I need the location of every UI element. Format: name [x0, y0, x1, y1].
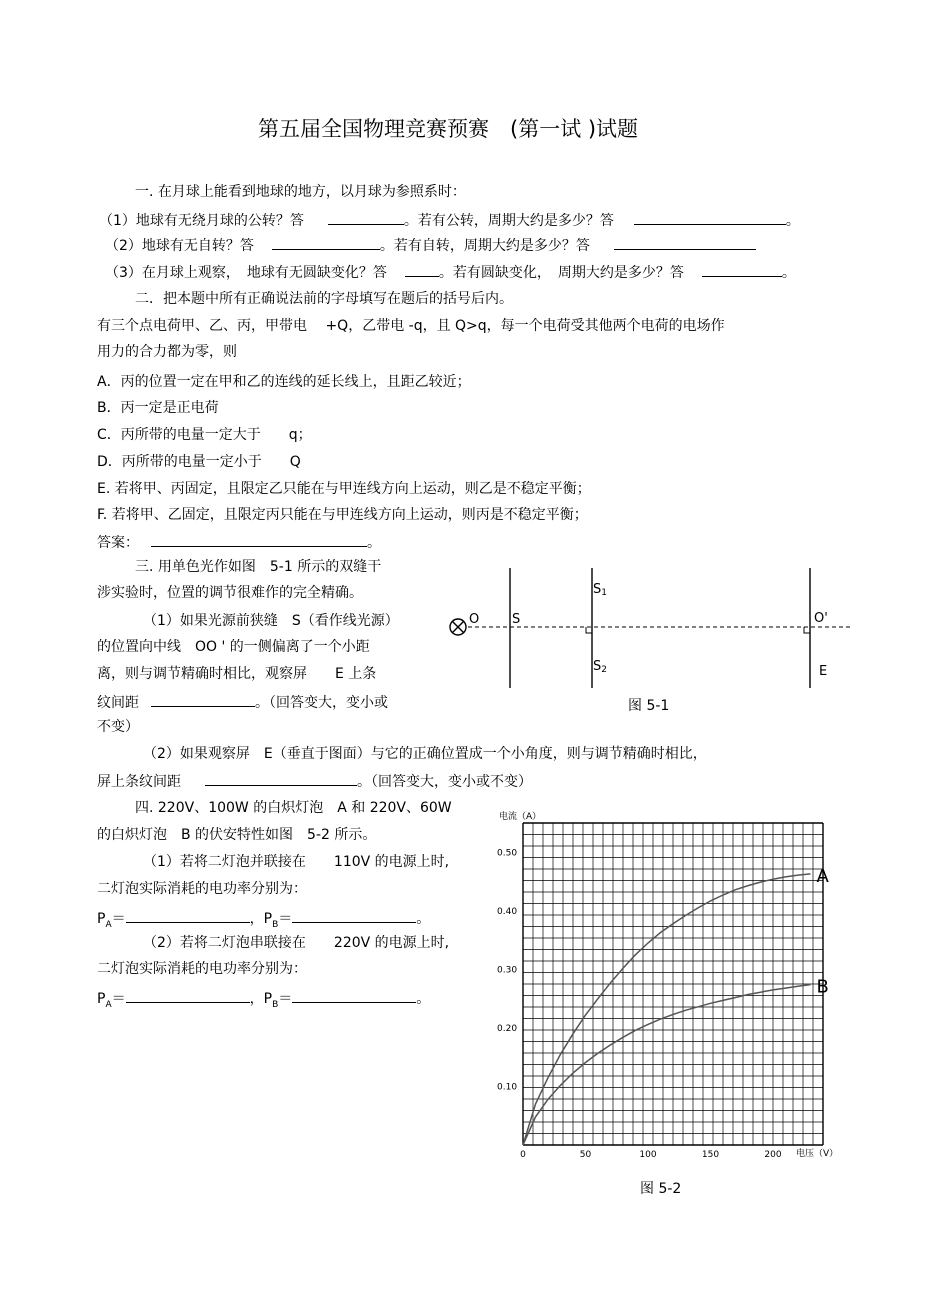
q4-part2-line2: 二灯泡实际消耗的电功率分别为：: [97, 961, 307, 977]
y-tick-label: 0.20: [497, 1023, 518, 1034]
q1-answer-blank-3[interactable]: [272, 235, 380, 250]
q1-line2-question-b: 。若有自转，周期大约是多少？答: [379, 238, 590, 254]
q1-answer-blank-4[interactable]: [614, 235, 756, 250]
q1-answer-blank-1[interactable]: [328, 210, 404, 225]
q3-part1-line2: 的位置向中线 OO ' 的一侧偏离了一个小距: [97, 639, 370, 655]
q1-line1-question-a: （1）地球有无绕月球的公转？答: [99, 213, 304, 229]
x-tick-label: 150: [701, 1150, 720, 1160]
q2-answer-label: 答案：: [97, 535, 139, 551]
series-label-a: A: [816, 865, 829, 887]
fig51-label-s1-main: S: [593, 582, 602, 597]
q4-p1-pb-eq: ＝: [278, 911, 293, 927]
q3-part1-line3: 离，则与调节精确时相比，观察屏 E 上条: [97, 666, 377, 682]
q3-line2: 涉实验时，位置的调节很难作的完全精确。: [97, 585, 363, 601]
q4-part1-line2: 二灯泡实际消耗的电功率分别为：: [97, 881, 307, 897]
q3-part1-line4-text: 纹间距: [97, 695, 139, 711]
q1-line2-question-a: （2）地球有无自转？答: [105, 238, 254, 254]
figure-5-1-caption: 图 5-1: [628, 698, 670, 714]
fig51-label-s1: [593, 582, 607, 598]
q4-p1-pa-blank[interactable]: [126, 908, 250, 923]
q4-p1-pa-eq: ＝: [111, 911, 126, 927]
q1-line3: [105, 262, 796, 282]
q4-p1-comma: ，: [249, 911, 264, 927]
fig51-label-e: E: [819, 664, 828, 679]
y-tick-label: 0.50: [497, 848, 518, 859]
q4-p2-pa-blank[interactable]: [126, 988, 250, 1003]
q4-part1-answer: [97, 908, 430, 934]
chart-tick-labels: [497, 848, 782, 1160]
q3-part2-line2: [97, 771, 532, 791]
q1-intro: 一. 在月球上能看到地球的地方，以月球为参照系时：: [135, 184, 466, 200]
q2-stem-line1: 有三个点电荷甲、乙、丙，甲带电 +Q，乙带电 -q，且 Q>q，每一个电荷受其他两个电荷的电场作: [97, 318, 725, 334]
q4-part2-answer: [97, 988, 430, 1014]
fig51-label-s2: [593, 659, 607, 675]
y-tick-label: 0.10: [497, 1082, 518, 1093]
q4-line2: 的白炽灯泡 B 的伏安特性如图 5-2 所示。: [97, 827, 377, 843]
q2-option-f: F. 若将甲、乙固定，且限定丙只能在与甲连线方向上运动，则丙是不稳定平衡；: [97, 507, 588, 523]
q4-p1-period: 。: [416, 911, 431, 927]
q4-p2-pb-sub: B: [272, 999, 279, 1010]
q3-line1: 三. 用单色光作如图 5-1 所示的双缝干: [135, 559, 382, 575]
fig51-label-o: O: [469, 612, 480, 627]
q4-p1-pa-sub: A: [105, 919, 112, 930]
q2-option-a: A．丙的位置一定在甲和乙的连线的延长线上，且距乙较近；: [97, 374, 471, 390]
q4-p2-pa-sub: A: [105, 999, 112, 1010]
q4-p2-pa-symbol: P: [97, 991, 106, 1007]
q3-part1-line5: 不变）: [97, 719, 139, 735]
x-tick-label: 100: [639, 1150, 657, 1160]
q4-p2-pb-eq: ＝: [278, 991, 293, 1007]
chart-y-axis-label: 电流（A）: [499, 812, 542, 822]
q1-line1-period: 。: [785, 213, 800, 229]
q3-part2-line2-hint: 。（回答变大，变小或不变）: [357, 774, 532, 790]
q2-answer-period: 。: [367, 535, 381, 551]
right-angle-mark-screen: [804, 627, 810, 633]
fig51-label-s2-main: S: [593, 659, 602, 674]
fig51-label-s: S: [512, 612, 521, 627]
q4-p1-pb-blank[interactable]: [292, 908, 416, 923]
q2-option-b: B．丙一定是正电荷: [97, 400, 219, 416]
fig51-label-s1-sub: 1: [601, 588, 607, 598]
q4-line1: 四. 220V、100W 的白炽灯泡 A 和 220V、60W: [135, 800, 452, 816]
series-label-b: B: [816, 976, 829, 998]
q1-line3-period: 。: [781, 265, 796, 281]
y-tick-label: 0.40: [497, 906, 518, 917]
figure-5-2-caption: 图 5-2: [640, 1181, 682, 1197]
q1-line3-question-a: （3）在月球上观察， 地球有无圆缺变化？答: [105, 265, 387, 281]
x-tick-label: 50: [579, 1150, 592, 1160]
chart-x-axis-label: 电压（V）: [796, 1149, 839, 1159]
q4-p2-period: 。: [416, 991, 431, 1007]
q1-line3-question-b: 。若有圆缺变化， 周期大约是多少？答: [438, 265, 684, 281]
q2-option-e: E. 若将甲、丙固定，且限定乙只能在与甲连线方向上运动，则乙是不稳定平衡；: [97, 481, 591, 497]
q2-option-d: D．丙所带的电量一定小于 Q: [97, 454, 301, 470]
fig51-label-s2-sub: 2: [601, 665, 607, 675]
q3-answer-blank-1[interactable]: [151, 692, 255, 707]
q1-answer-blank-5[interactable]: [405, 262, 439, 277]
q1-answer-blank-2[interactable]: [634, 210, 786, 225]
q4-p1-pa-symbol: P: [97, 911, 106, 927]
figure-5-2-chart: [490, 805, 850, 1165]
q4-part2-line1: （2）若将二灯泡串联接在 220V 的电源上时,: [143, 935, 450, 951]
q4-p2-pa-eq: ＝: [111, 991, 126, 1007]
fig51-label-o-prime: O': [814, 611, 828, 626]
q1-line2: [105, 235, 756, 255]
right-angle-mark-slit: [586, 627, 592, 633]
q4-p2-comma: ，: [249, 991, 264, 1007]
q4-part1-line1: （1）若将二灯泡并联接在 110V 的电源上时,: [143, 854, 450, 870]
q3-part1-line4: [97, 692, 388, 712]
figure-5-1: [440, 560, 860, 720]
x-tick-label: 200: [764, 1150, 782, 1160]
chart-series: [523, 866, 830, 1145]
q3-part1-line4-hint: 。（回答变大，变小或: [255, 695, 388, 711]
q4-p2-pb-blank[interactable]: [292, 988, 416, 1003]
q3-part2-line2-text: 屏上条纹间距: [97, 774, 181, 790]
q4-p1-pb-symbol: P: [263, 911, 273, 927]
light-source-icon: [450, 619, 466, 635]
q1-answer-blank-6[interactable]: [702, 262, 782, 277]
q3-part2-line1: （2）如果观察屏 E（垂直于图面）与它的正确位置成一个小角度，则与调节精确时相比，: [143, 746, 707, 762]
q2-answer-blank[interactable]: [151, 532, 367, 547]
q4-p1-pb-sub: B: [272, 919, 279, 930]
x-tick-label: 0: [520, 1150, 526, 1160]
q2-intro: 二．把本题中所有正确说法前的字母填写在题后的括号后内。: [135, 291, 513, 307]
chart-grid: [523, 823, 823, 1145]
q2-option-c: C．丙所带的电量一定大于 q；: [97, 427, 312, 443]
q3-answer-blank-2[interactable]: [205, 771, 357, 786]
page-title: 第五届全国物理竞赛预赛 (第一试 )试题: [258, 117, 639, 141]
q4-p2-pb-symbol: P: [263, 991, 273, 1007]
q3-part1-line1: （1）如果光源前狭缝 S（看作线光源）: [143, 613, 399, 629]
q1-line1-question-b: 。若有公转，周期大约是多少？答: [403, 213, 614, 229]
q1-line1: [99, 210, 800, 230]
q2-answer-line: [97, 532, 381, 552]
y-tick-label: 0.30: [497, 965, 518, 976]
q2-stem-line2: 用力的合力都为零，则: [97, 344, 237, 360]
series-line-a: [523, 874, 811, 1145]
